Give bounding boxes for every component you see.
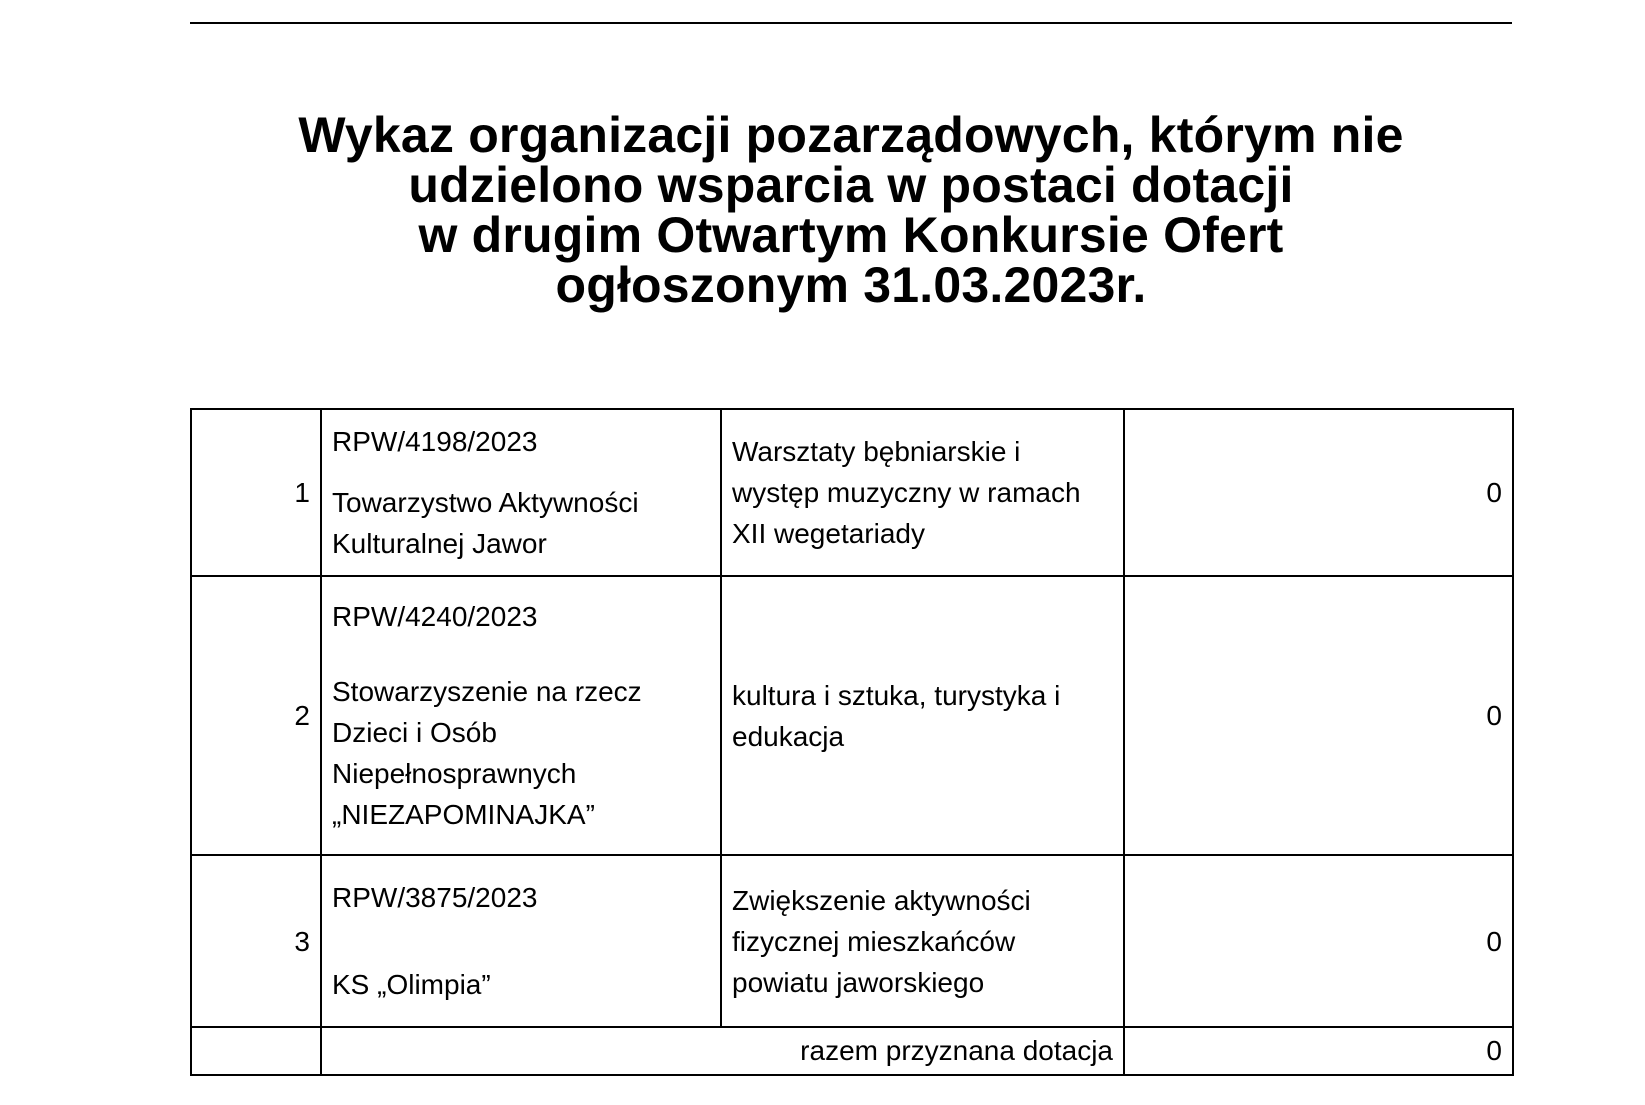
grant-amount: 0 [1124,409,1513,576]
organizations-table [190,408,1514,1076]
task-title: Warsztaty bębniarskie i występ muzyczny w ramach XII wegetariady [721,409,1124,576]
table-row [191,855,1513,1027]
summary-amount: 0 [1124,1027,1513,1075]
table-row [191,409,1513,576]
document-title [190,107,1512,313]
row-number: 2 [191,576,321,855]
summary-label: razem przyznana dotacja [321,1027,1124,1075]
summary-empty-cell [191,1027,321,1075]
organization-cell [321,855,721,1027]
top-rule [190,22,1512,24]
organization-name: Towarzystwo Aktywności Kulturalnej Jawor [332,487,639,559]
task-title: kultura i sztuka, turystyka i edukacja [721,576,1124,855]
rpw-number: RPW/4240/2023 [332,601,538,632]
rpw-number: RPW/4198/2023 [332,426,538,457]
table-row [191,576,1513,855]
organization-cell [321,409,721,576]
organization-name: KS „Olimpia” [332,969,491,1000]
row-number: 3 [191,855,321,1027]
organization-name: Stowarzyszenie na rzecz Dzieci i Osób Niepełnosprawnych „NIEZAPOMINAJKA” [332,676,642,830]
title-line-2: udzielono wsparcia w postaci dotacji [408,157,1294,213]
organization-cell [321,576,721,855]
grant-amount: 0 [1124,576,1513,855]
title-line-4: ogłoszonym 31.03.2023r. [555,257,1147,313]
title-line-3: w drugim Otwartym Konkursie Ofert [418,207,1284,263]
title-line-1: Wykaz organizacji pozarządowych, którym nie [298,107,1404,163]
task-title: Zwiększenie aktywności fizycznej mieszkańców powiatu jaworskiego [721,855,1124,1027]
row-number: 1 [191,409,321,576]
rpw-number: RPW/3875/2023 [332,882,538,913]
summary-row [191,1027,1513,1075]
grant-amount: 0 [1124,855,1513,1027]
